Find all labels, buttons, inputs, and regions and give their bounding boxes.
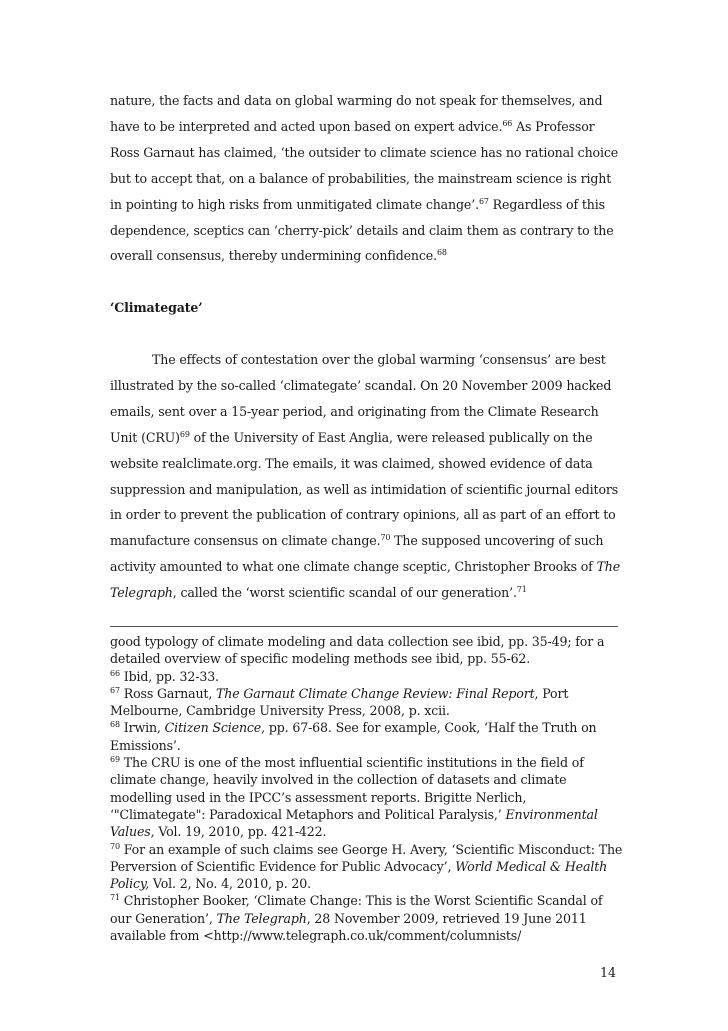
footnote-69: $^{69}$ The CRU is one of the most influential scientific institutions in the field of climate change, heavily involved in the collection of datasets and climate modelling used in the IPCC’s assessment reports. Brigitte Nerlich, ‘"Climategate": Paradoxical Metaphors and Political Paralysis,’ Environmental Values, Vol. 19, 2010, pp. 421-422. bbox=[110, 755, 598, 840]
main-text bbox=[110, 88, 625, 606]
footnote-71: $^{71}$ Christopher Booker, ‘Climate Change: This is the Worst Scientific Scandal of our Generation’, The Telegraph, 28 November 2009, retrieved 19 June 2011 available from <http://www.telegraph.co.uk/comment/columnists/ bbox=[110, 893, 603, 944]
footnote-ref-68: 68 bbox=[436, 248, 447, 258]
footnote-68: $^{68}$ Irwin, Citizen Science, pp. 67-68. See for example, Cook, ‘Half the Truth on Emissions’. bbox=[110, 720, 597, 753]
footnote-separator bbox=[110, 626, 618, 627]
footnote-67: $^{67}$ Ross Garnaut, The Garnaut Climate Change Review: Final Report, Port Melbourne, Cambridge University Press, 2008, p. xcii. bbox=[110, 685, 569, 719]
footnote-ref-69: 69 bbox=[179, 429, 190, 439]
footnote-70: $^{70}$ For an example of such claims see George H. Avery, ‘Scientific Misconduct: The Perversion of Scientific Evidence for Public Advocacy’, World Medical & Health Policy, Vol. 2, No. 4, 2010, p. 20. bbox=[110, 841, 623, 892]
paragraph-2: The effects of contestation over the global warming ‘consensus’ are best illustrated by the so-called ‘climategate’ scandal. On 20 November 2009 hacked emails, sent over a 15-year period, and originating from the Climate Research Unit (CRU)$^{69}$ of the University of East Anglia, were released publically on the website realclimate.org. The emails, it was claimed, showed evidence of data suppression and manipulation, as well as intimidation of scientific journal editors in order to prevent the publication of contrary opinions, all as part of an effort to manufacture consensus on climate change.$^{70}$ The supposed uncovering of such activity amounted to what one climate change sceptic, Christopher Brooks of The Telegraph, called the ‘worst scientific scandal of our generation’.$^{71}$ bbox=[110, 352, 621, 601]
footnote-66: $^{66}$ Ibid, pp. 32-33. bbox=[110, 668, 219, 684]
paragraph-1: nature, the facts and data on global warming do not speak for themselves, and have to be interpreted and acted upon based on expert advice.$^{66}$ As Professor Ross Garnaut has claimed, ‘the outsider to climate science has no rational choice but to accept that, on a balance of probabilities, the mainstream science is right in pointing to high risks from unmitigated climate change’.$^{67}$ Regardless of this dependence, sceptics can ‘cherry-pick’ details and claim them as contrary to the overall consensus, thereby undermining confidence.$^{68}$ bbox=[110, 93, 619, 264]
section-heading: ‘Climategate’ bbox=[110, 300, 203, 316]
footnotes bbox=[110, 633, 625, 944]
footnote-ref-67: 67 bbox=[478, 196, 489, 206]
footnote-ref-66: 66 bbox=[502, 118, 513, 128]
page-number: 14 bbox=[600, 965, 617, 980]
footnote-continued: good typology of climate modeling and data collection see ibid, pp. 35-49; for a detailed overview of specific modeling methods see ibid, pp. 55-62. bbox=[110, 634, 605, 667]
footnote-ref-71: 71 bbox=[516, 585, 527, 595]
footnote-ref-70: 70 bbox=[380, 533, 391, 543]
